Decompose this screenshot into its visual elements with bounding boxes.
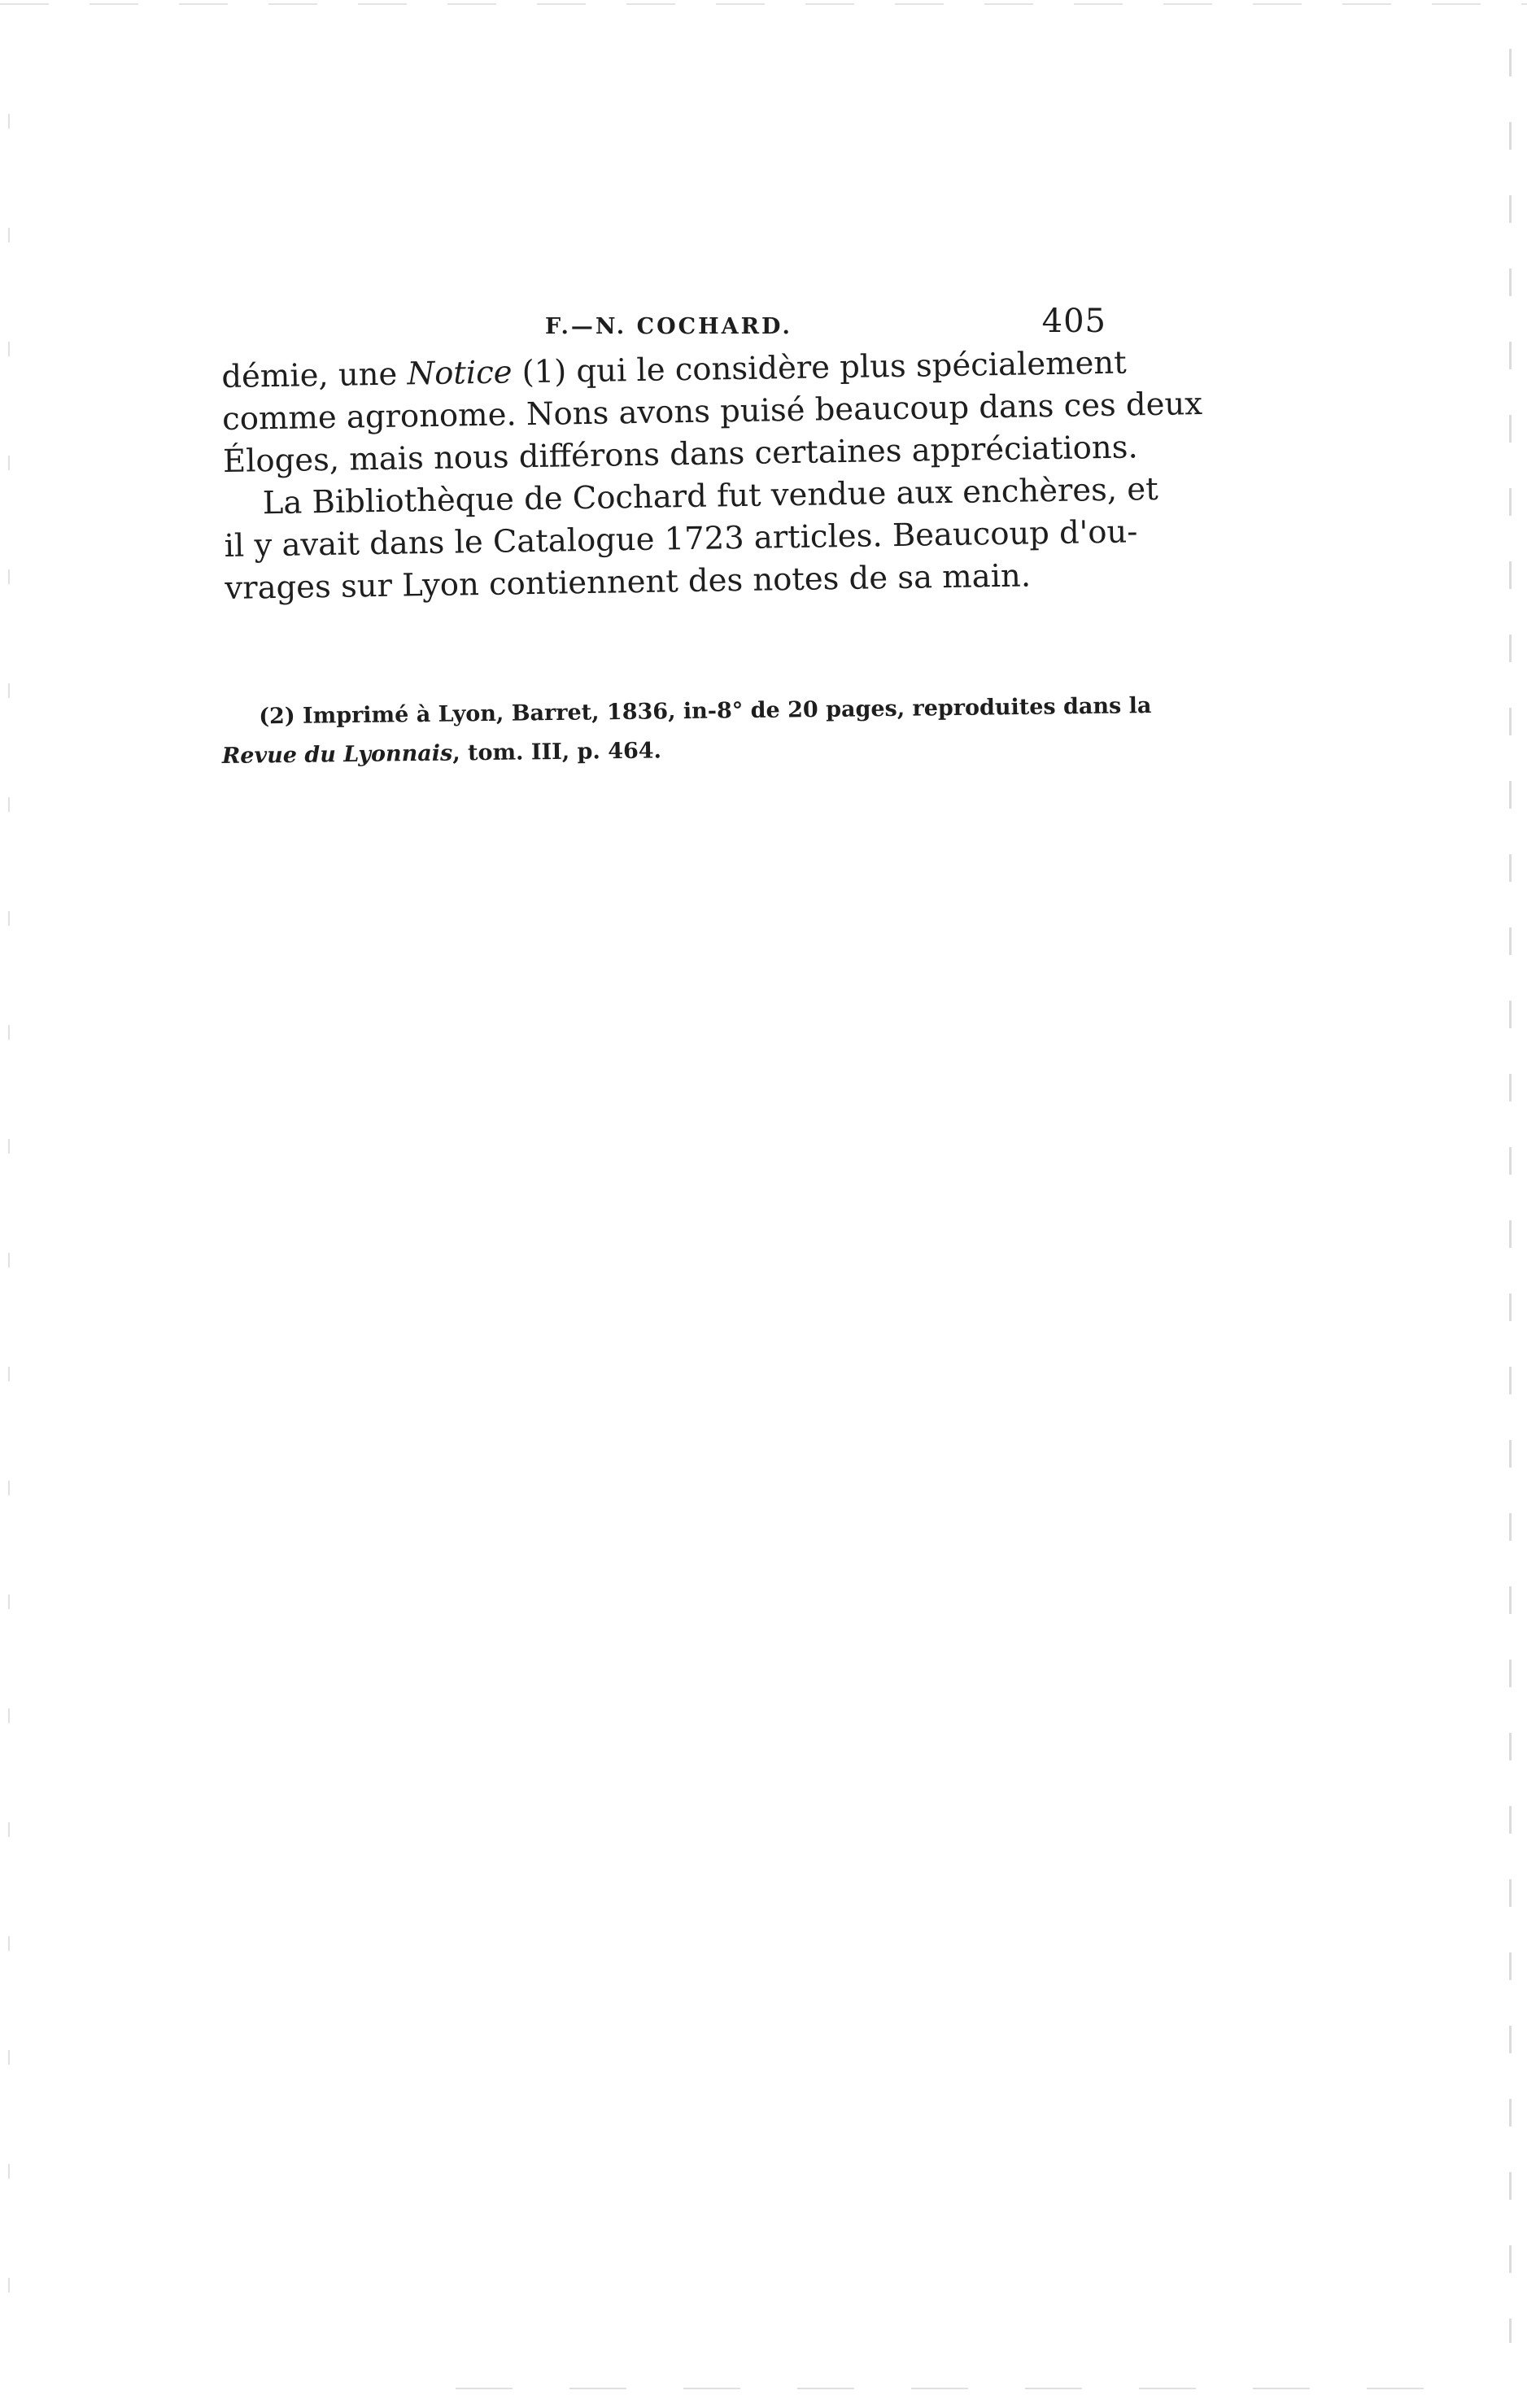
text-span: démie, une	[221, 356, 408, 395]
text-line: il y avait dans le Catalogue 1723 articles. Beaucoup d'ou-	[224, 513, 1138, 565]
text-line: vrages sur Lyon contiennent des notes de sa main.	[225, 557, 1032, 607]
scan-edge-right	[1509, 49, 1512, 2343]
text-line: La Bibliothèque de Cochard fut vendue aux enchères, et	[262, 470, 1158, 522]
text-line: Éloges, mais nous différons dans certaines appréciations.	[222, 429, 1138, 480]
running-title: F.—N. COCHARD.	[545, 314, 792, 339]
body-text	[221, 342, 1203, 610]
paragraph-1	[221, 342, 1203, 483]
text-line: comme agronome. Nons avons puisé beaucoup dans ces deux	[221, 386, 1203, 438]
page-number: 405	[1041, 303, 1106, 340]
scan-edge-bottom	[456, 2388, 1432, 2389]
text-span: (1) qui le considère plus spécialement	[512, 344, 1127, 391]
italic-title: Revue du Lyonnais	[221, 740, 453, 769]
scan-edge-top	[0, 3, 1527, 5]
text-span: , tom. III, p. 464.	[452, 738, 662, 766]
footnote-line: (2) Imprimé à Lyon, Barret, 1836, in-8° de 20 pages, reproduites dans la	[259, 693, 1152, 730]
italic-title: Notice	[407, 354, 513, 393]
footnote	[221, 687, 1152, 776]
scan-edge-left	[8, 114, 10, 2310]
paragraph-2	[223, 469, 1158, 610]
